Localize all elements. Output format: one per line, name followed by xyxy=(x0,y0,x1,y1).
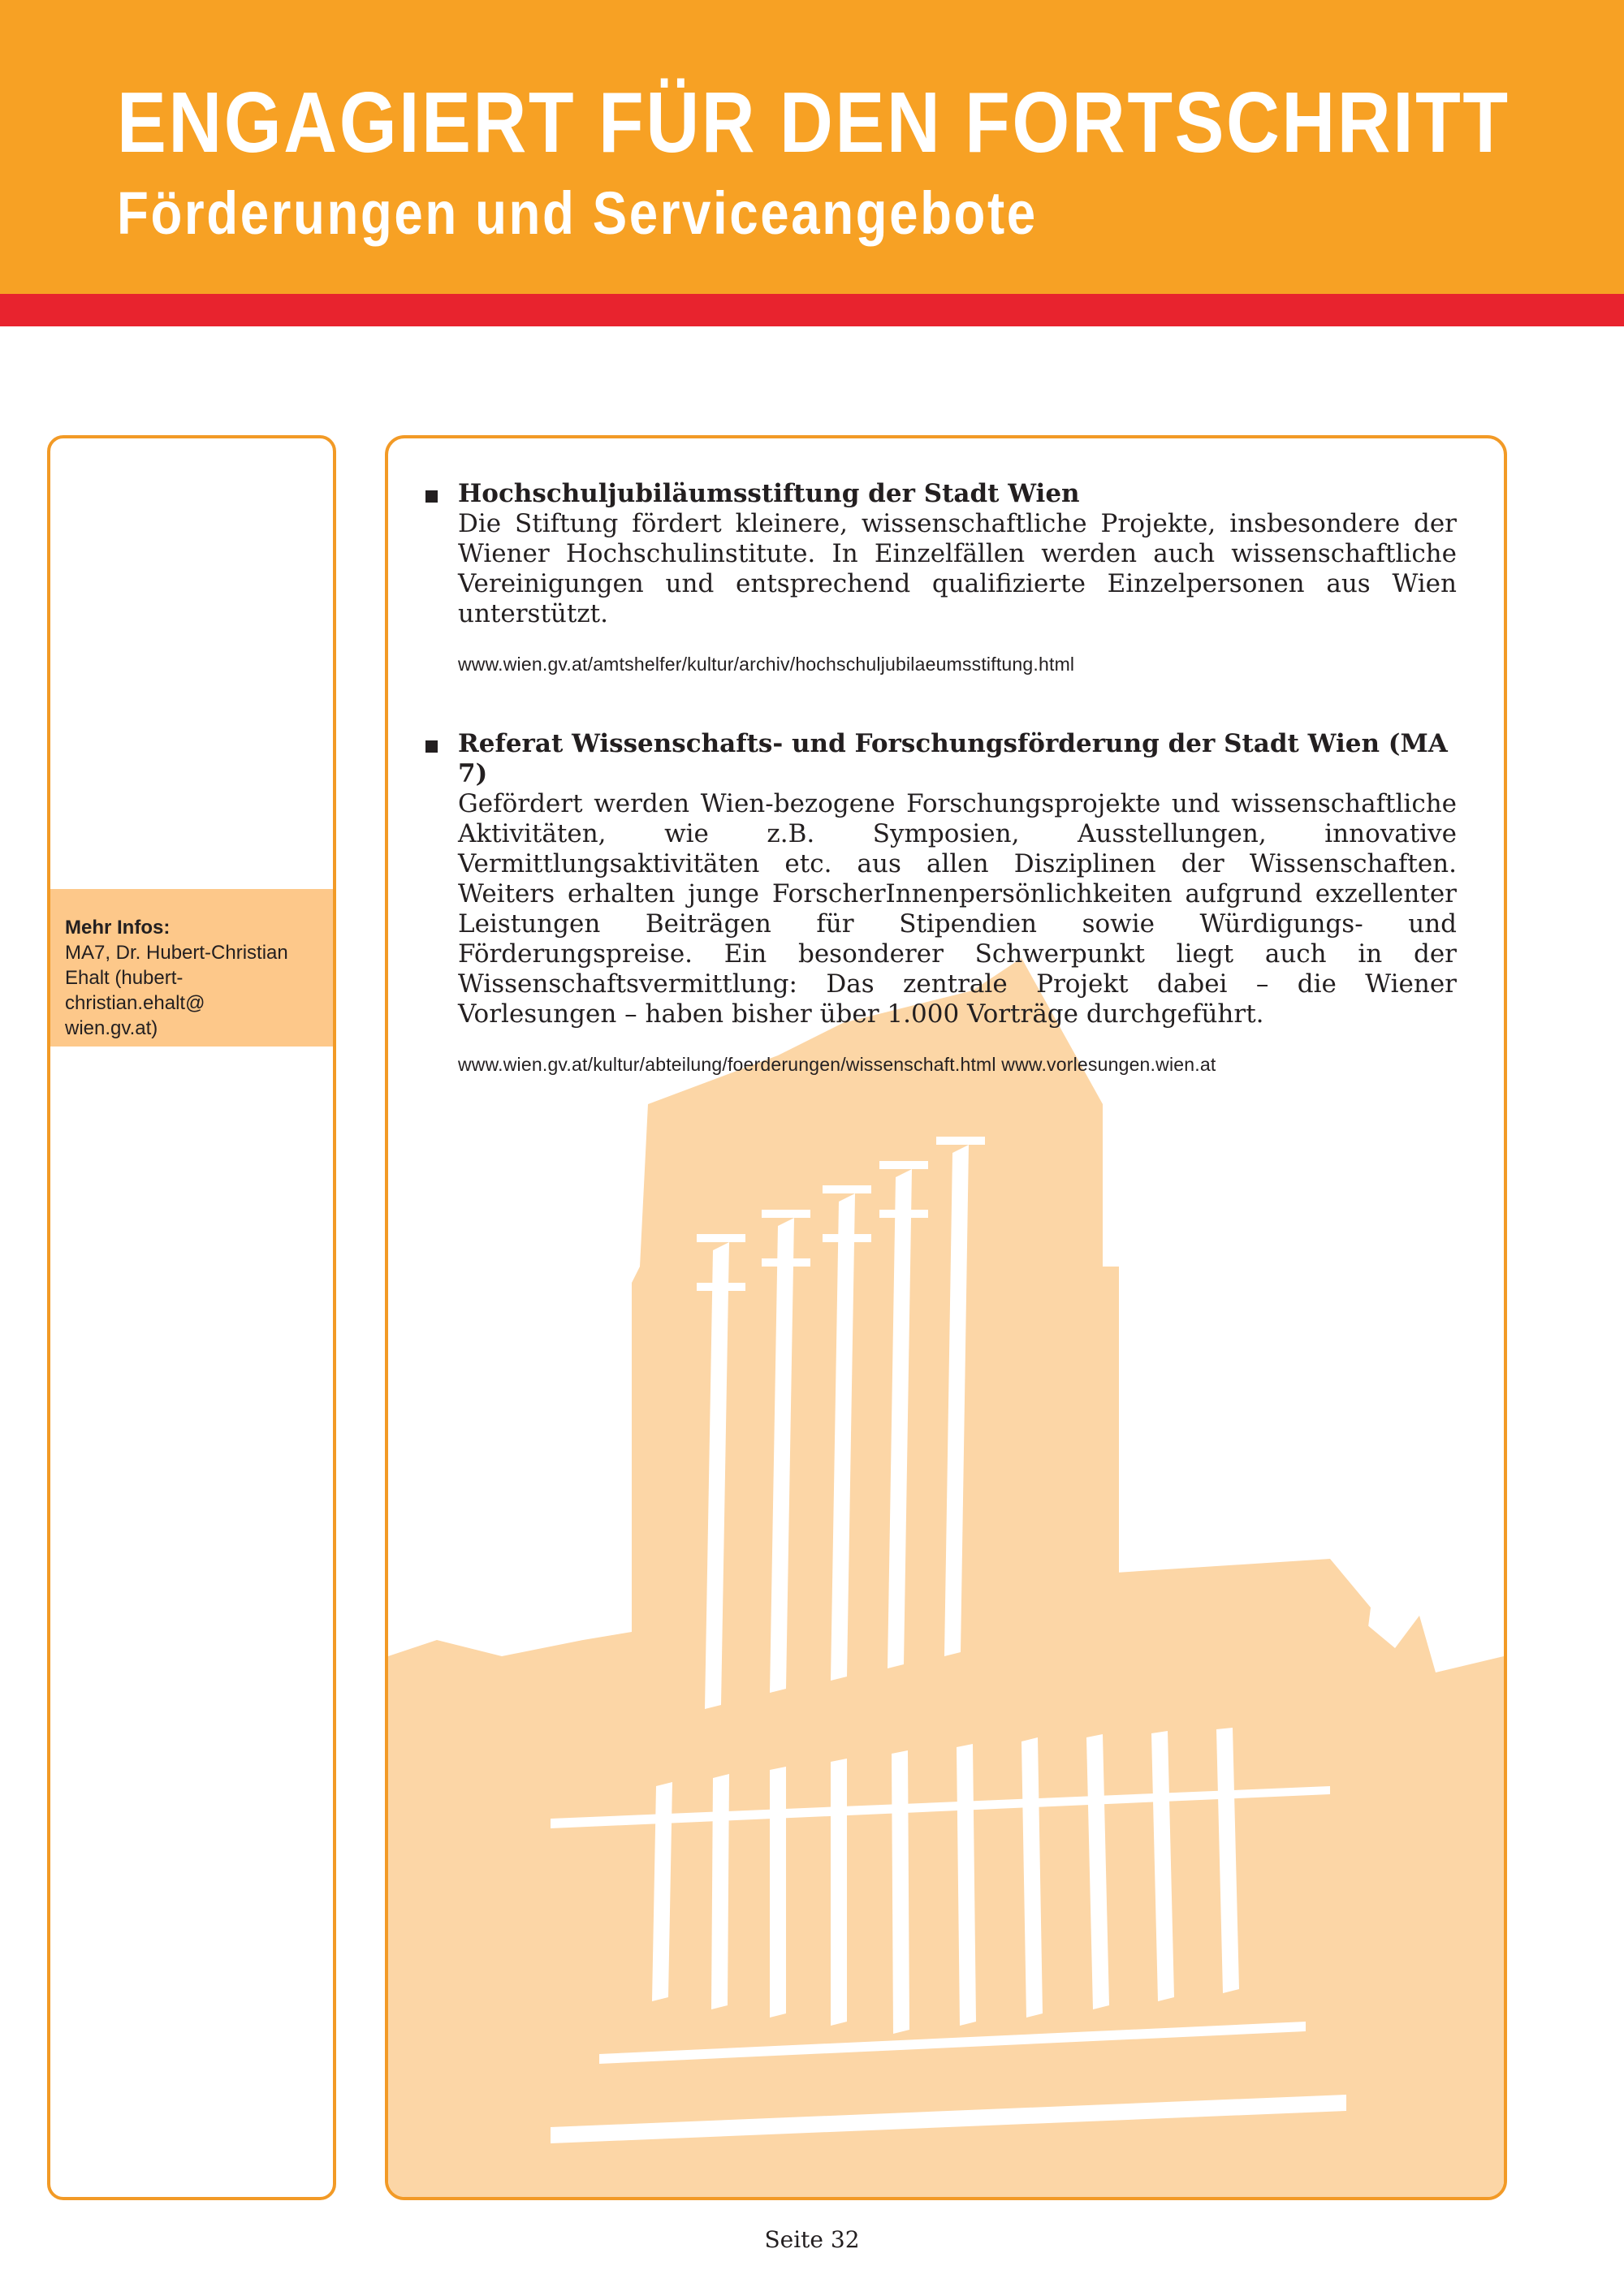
page-subtitle: Förderungen und Serviceangebote xyxy=(117,179,1038,247)
content-box xyxy=(385,435,1507,2200)
entry-url-link[interactable]: www.wien.gv.at/kultur/abteilung/foerderungen/wissenschaft.html www.vorlesungen.wien.at xyxy=(458,1054,1216,1075)
header-banner xyxy=(0,0,1624,294)
entry-hochschuljubilaeumsstiftung xyxy=(458,479,1473,675)
header-stripe xyxy=(0,294,1624,326)
entry-title: Referat Wissenschafts- und Forschungsförderung der Stadt Wien (MA 7) xyxy=(458,729,1448,788)
entry-ma7 xyxy=(458,729,1473,1076)
entry-title: Hochschuljubiläumsstiftung der Stadt Wien xyxy=(458,479,1080,508)
sidebar-box xyxy=(47,435,336,2200)
page-number: Seite 32 xyxy=(764,2226,860,2253)
bullet-square-icon xyxy=(425,740,438,753)
info-line: Ehalt (hubert-christian.ehalt@ xyxy=(65,967,205,1014)
building-illustration xyxy=(388,438,1504,2197)
bullet-square-icon xyxy=(425,490,438,503)
entry-url-link[interactable]: www.wien.gv.at/amtshelfer/kultur/archiv/hochschuljubilaeumsstiftung.html xyxy=(458,654,1075,675)
entry-body: Gefördert werden Wien-bezogene Forschungsprojekte und wissenschaftliche Aktivitäten, wie z.B. Symposien, Ausstellungen, innovative Vermittlungsaktivitäten etc. aus allen Disziplinen der Wissenschaften. Weiters erhalten junge ForscherInnenpersönlichkeiten aufgrund exzellenter Leistungen Beiträgen für Stipendien sowie Würdigungs- und Förderungspreise. Ein besonderer Schwerpunkt liegt auch in der Wissenschaftsvermittlung: Das zentrale Projekt dabei – die Wiener Vorlesungen – haben bisher über 1.000 Vorträge durchgeführt. xyxy=(458,789,1457,1029)
info-label: Mehr Infos: xyxy=(65,917,171,939)
info-line: MA7, Dr. Hubert-Christian xyxy=(65,942,288,964)
entry-body: Die Stiftung fördert kleinere, wissenschaftliche Projekte, insbesondere der Wiener Hochschulinstitute. In Einzelfällen werden auch wissenschaftliche Vereinigungen und entsprechend qualifizierte Einzelpersonen aus Wien unterstützt. xyxy=(458,509,1457,628)
info-line: wien.gv.at) xyxy=(65,1017,158,1039)
info-box xyxy=(50,889,333,1047)
page-title: ENGAGIERT FÜR DEN FORTSCHRITT xyxy=(117,75,1510,170)
